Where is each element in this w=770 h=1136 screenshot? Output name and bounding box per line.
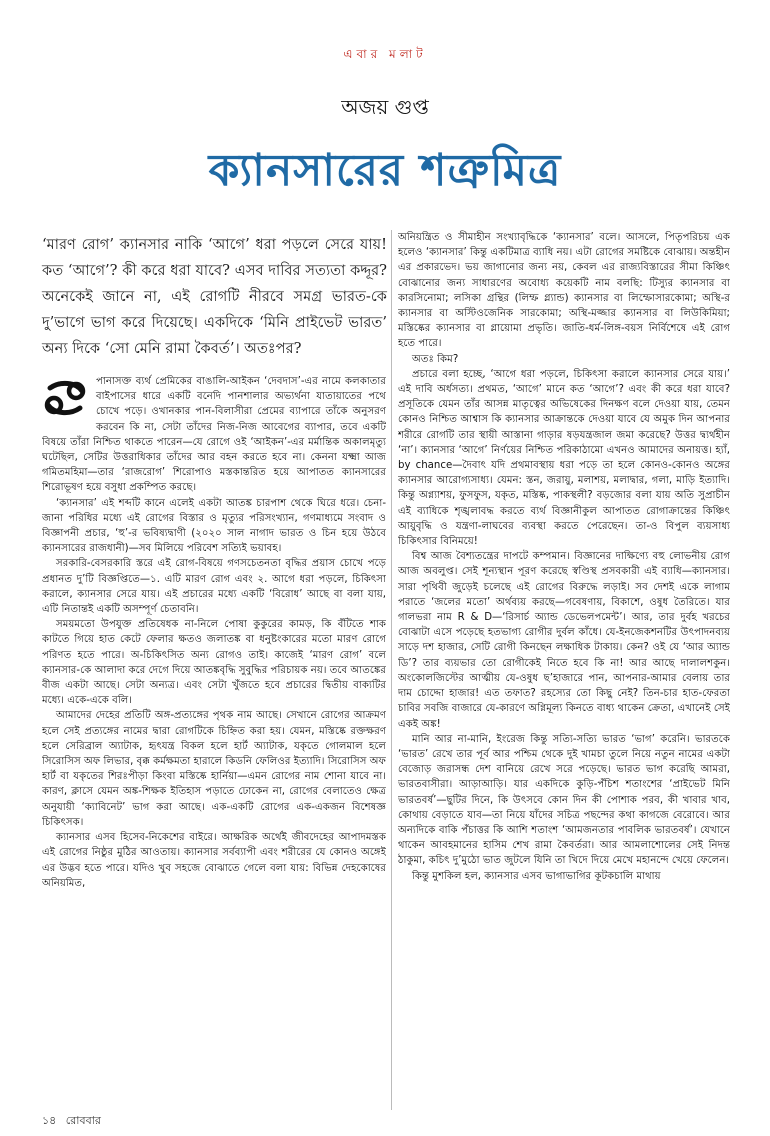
right-column <box>398 230 730 1108</box>
author-byline: অজয় গুপ্ত <box>341 95 429 119</box>
paragraph: কিন্তু মুশকিল হল, ক্যানসার এসব ভাগাভাগির কূটকচালি মাথায় <box>412 870 661 882</box>
article-deck: ‘মারণ রোগ’ ক্যানসার নাকি ‘আগে’ ধরা পড়লে সেরে যায়! কত ‘আগে’? কী করে ধরা যাবে? এসব দাবির সত্যতা কদ্দূর? অনেকেই জানে না, এই রোগটি নীরবে সমগ্র ভারত-কে দু’ভাগে ভাগ করে দিয়েছে। একদিকে ‘মিনি প্রাইভেট ভারত’ অন্য দিকে ‘সো মেনি রামা কৈবর্ত’। অতঃপর? <box>42 236 387 357</box>
paragraph: অনিয়ন্ত্রিত ও সীমাহীন সংখ্যাবৃদ্ধিকে ‘ক্যানসার’ বলে। আসলে, পিতৃপরিচয় এক হলেও ‘ক্যানসার’ কিন্তু একটিমাত্র ব্যাধি নয়। এটা রোগের সমষ্টিকে বোঝায়। অন্তহীন এর প্রকারভেদ। ভয় জাগানোর জন্য নয়, কেবল এর রাজ্যবিস্তারের সীমা কিঞ্চিৎ বোঝানোর জন্য সাধারণের অবোধ্য কয়েকটি নাম বলছি: টিস্যুর ক্যানসার বা কারসিনোমা; লসিকা গ্রন্থির (লিম্ফ গ্ল্যান্ড) ক্যানসার বা লিম্ফোসারকোমা; অস্থি-র ক্যানসার বা অস্টিওজেনিক সারকোমা; অস্থি-মজ্জার ক্যানসার বা লিউকিমিয়া; মস্তিষ্কের ক্যানসার বা গ্লায়োমা প্রভৃতি। জাতি-ধর্ম-লিঙ্গ-বয়স নির্বিশেষে এই রোগ হতে পারে। <box>398 232 730 350</box>
paragraph: ক্যানসার এসব হিসেব-নিকেশের বাইরে। আক্ষরিক অর্থেই জীবদেহের আপাদমস্তক এই রোগের নিষ্ঠুর মুঠির আওতায়। ক্যানসার সর্বব্যাপী এবং শরীরের যে কোনও অঙ্গেই এর উদ্ভব হতে পারে। যদিও খুব সহজে বোঝাতে গেলে বলা যায়: বিভিন্ন দেহকোষের অনিয়মিত, <box>42 832 386 889</box>
paragraph: বিশ্ব আজ বৈশ্যতন্ত্রের দাপটে কম্পমান। বিজ্ঞানের দাক্ষিণ্যে বহু লোভনীয় রোগ আজ অবলুপ্ত। সেই শূন্যস্থান পূরণ করেছে স্বণ্ডিস্থ প্রসবকারী এই ব্যাধি—ক্যানসার। সারা পৃথিবী জুড়েই চলেছে এই রোগের বিরুদ্ধে লড়াই। সব দেশই একে লাগাম পরাতে ‘জলের মতো’ অর্থব্যয় করছে—গবেষণায়, বিকাশে, ওষুধ তৈরিতে। যার গালভরা নাম R & D—‘রিসার্চ অ্যান্ড ডেভেলপমেন্ট’। আর, তার দুর্বহ খরচের বোঝাটা এসে পড়েছে হতভাগ্য রোগীর দুর্বল কাঁধে। যে-ইনজেকশনটির উৎপাদনব্যয় সাড়ে দশ হাজার, সেটি রোগী কিনছেন লক্ষাধিক টাকায়। কেন? ওই যে ‘আর অ্যান্ড ডি’? তার ব্যয়ভার তো রোগীকেই নিতে হবে কি না! আর আছে দালালশকুন। অংকোলজিস্টের আত্মীয় যে-ওষুধ ছ’হাজারে পান, আপনার-আমার বেলায় তার দাম চোদ্দো হাজার! এত তফাত? রহস্যের তো কিছু নেই? তিন-চার হাত-ফেরতা চাবির সবজি বাজারে যে-কারণে অগ্নিমূল্য কিনতে বাধ্য থাকেন ক্রেতা, এখানেই সেই একই অঙ্ক! <box>398 551 730 730</box>
paragraph: পানাসক্ত ব্যর্থ প্রেমিকের বাঙালি-আইকন ‘দেবদাস’-এর নামে কলকাতার বাইপাসের ধারে একটি বনেদি পানশালার অভ্যর্থনা যাতায়াতের পথে চোখে পড়ে। ওখানকার পান-বিলাসীরা প্রেমের ব্যাপারে তাঁকে অনুসরণ করবেন কি না, সেটা তাঁদের নিজ-নিজ আবেগের ব্যাপার, তবে একটি বিষয়ে তাঁরা নিশ্চিত থাকতে পারেন—যে রোগে ওই ‘আইকন’-এর মর্মান্তিক অকালমৃত্যু ঘটেছিল, সেটির উত্তরাধিকার তাঁদের আর বহন করতে হবে না। কেননা যক্ষ্মা আজ গমিতমহিমা—তার ‘রাজরোগ’ শিরোপাও মস্তকান্তরিত হয়ে আপাতত ক্যানসারের শিরোভূষণ হয়ে বসুধা প্রকম্পিত করছে। <box>42 376 386 494</box>
footer-section: রোববার <box>65 1114 101 1127</box>
paragraph: প্রচারে বলা হচ্ছে, ‘আগে ধরা পড়লে, চিকিৎসা করালে ক্যানসার সেরে যায়।’ এই দাবি অর্ধসত্য। প্রথমত, ‘আগে’ মানে কত ‘আগে’? এবং কী করে ধরা যাবে? প্রসূতিকে যেমন তাঁর আসন্ন মাতৃত্বের অভিষেকের দিনক্ষণ বলে দেওয়া যায়, তেমন কোনও নিশ্চিত আশ্বাস কি ক্যানসার আক্রান্তকে দেওয়া যাবে যে অমুক দিন আপনার শরীরে রোগটি তার স্থায়ী আস্তানা গাড়ার ষড়যন্ত্রজাল জমা করেছে? উত্তর দ্ব্যর্থহীন ‘না’। ক্যানসার ‘আগে’ নির্ণয়ের নিশ্চিত পরিকাঠামো এখনও আমাদের অনায়ত্ত। হ্যাঁ, by chance—দৈবাৎ যদি প্রথমাবস্থায় ধরা পড়ে তা হলে কোনও-কোনও অঙ্গের ক্যানসার আরোগ্যসাধ্য। যেমন: স্তন, জরায়ু, মলাশয়, মলাদ্বার, গলা, মাড়ি ইত্যাদি। কিন্তু অগ্ন্যাশয়, ফুসফুস, যকৃত, মস্তিষ্ক, পাকস্থলী? বড়জোর বলা যায় অতি সুপ্রাচীন এই ব্যাধিকে শৃঙ্খলাবদ্ধ করতে ব্যর্থ বিজ্ঞানীকুল আপাতত রোগাক্রান্তের কিঞ্চিৎ আয়ুবৃদ্ধি ও যন্ত্রণা-লাঘবের ব্যবস্থা করতে পেরেছেন। তা-ও বিপুল ব্যয়সাধ্য চিকিৎসার বিনিময়ে! <box>398 368 730 548</box>
section-kicker: এবার মলাট <box>343 47 427 61</box>
column-divider <box>391 230 392 1110</box>
paragraph: সময়মতো উপযুক্ত প্রতিষেধক না-নিলে পোষা কুকুরের কামড়, কি বঁটিতে শাক কাটতে গিয়ে হাত কেটে ফেলার ক্ষতও জলাতঙ্ক বা ধনুষ্টংকারের মতো মারণ রোগে পরিণত হতে পারে। অ-চিকিৎসিত অন্য রোগও তাই। কাজেই ‘মারণ রোগ’ বলে ক্যানসার-কে আলাদা করে দেগে দিয়ে আতঙ্কবৃদ্ধি সুবুদ্ধির পরিচায়ক নয়। তবে আতঙ্কের বীজ একটা আছে। সেটা অন্যত্র। এবং সেটা খুঁজতে হবে প্রচারের দ্বিতীয় বাক্যটির মধ্যে। একে-একে বলি। <box>42 619 386 707</box>
paragraph: ‘ক্যানসার’ এই শব্দটি কানে এলেই একটা আতঙ্ক চারপাশ থেকে ঘিরে ধরে। চেনা-জানা পরিধির মধ্যে এই রোগের বিস্তার ও মৃত্যুর পরিসংখ্যান, গণমাধ্যমে সংবাদ ও বিজ্ঞাপনী প্রচার, ‘হু’-র ভবিষ্যদ্বাণী (২০২০ সাল নাগাদ ভারত ও চিন হয়ে উঠবে ক্যানসারের রাজধানী)—সব মিলিয়ে পরিবেশ সত্যিই ভয়াবহ। <box>42 497 386 555</box>
paragraph: আমাদের দেহের প্রতিটি অঙ্গ-প্রত্যঙ্গের পৃথক নাম আছে। সেখানে রোগের আক্রমণ হলে সেই প্রত্যঙ্গের নামের দ্বারা রোগটিকে চিহ্নিত করা হয়। যেমন, মস্তিষ্কে রক্তক্ষরণ হলে সেরিব্রাল অ্যাটাক, হৃৎযন্ত্র বিকল হলে হার্ট অ্যাটাক, যকৃতে গোলমাল হলে সিরোসিস অফ লিভার, বৃক্ক কর্মক্ষমতা হারালে কিডনি ফেলিওর ইত্যাদি। সিরোসিস অফ হার্ট বা যকৃতের শিরঃপীড়া কিংবা মস্তিষ্কে হার্নিয়া—এমন রোগের নাম শোনা যাবে না। কারণ, ক্লাসে যেমন অঙ্ক-শিক্ষক ইতিহাস পড়াতে ঢোকেন না, রোগের বেলাতেও ক্ষেত্র অনুযায়ী ‘ক্যাবিনেট’ ভাগ করা আছে। এক-একটি রোগের এক-একজন বিশেষজ্ঞ চিকিৎসক। <box>42 710 386 828</box>
page-footer <box>42 1112 101 1131</box>
cancer-zodiac-icon <box>42 378 88 418</box>
paragraph: মানি আর না-মানি, ইংরেজ কিন্তু সত্যি-সত্যি ভারত ‘ভাগ’ করেনি। ভারতকে ‘ভারত’ রেখে তার পূর্ব আর পশ্চিম থেকে দুই খামচা তুলে নিয়ে নতুন নামের একটা বেজোড় জরাসন্ধ দেশ বানিয়ে রেখে সরে পড়েছে। ভারত ভাগ করেছি আমরা, ভারতবাসীরা। আড়াআড়ি। যার একদিকে কুড়ি-পঁচিশ শতাংশের ‘প্রাইভেট মিনি ভারতবর্ষ’—ছুটির দিনে, কি উৎসবে কোন দিন কী পোশাক পরব, কী খাবার খাব, কোথায় বেড়াতে যাব—তা নিয়ে যাঁদের সচিত্র পছন্দের কথা কাগজে বেরোবে। আর অন্যদিকে বাকি পঁচাত্তর কি আশি শতাংশ ‘আমজনতার পাবলিক ভারতবর্ষ’। যেখানে থাকেন আবহমানের হাসিম শেখ রামা কৈবর্তরা। আর আমলাশোলের সেই নিদন্ত ঠাকুমা, কচিৎ দু’মুঠো ভাত জুটলে যিনি তা খিদে দিয়ে মেখে মহানন্দে খেয়ে ফেলেন। <box>398 733 730 867</box>
paragraph: সরকারি-বেসরকারি স্তরে এই রোগ-বিষয়ে গণসচেতনতা বৃদ্ধির প্রয়াস চোখে পড়ে প্রধানত দু’টি বিজ্ঞপ্তিতে—১. এটি মারণ রোগ এবং ২. আগে ধরা পড়লে, চিকিৎসা করালে, ক্যানসার সেরে যায়। এই প্রচারের মধ্যে একটি ‘বিরোধ’ আছে বা বলা যায়, এটি নিতান্তই একটি অসম্পূর্ণ চেতাবনি। <box>42 558 386 616</box>
subheading: অতঃ কিম? <box>412 353 459 365</box>
article-headline: ক্যানসারের শত্রুমিত্র <box>208 145 562 196</box>
page-number: ১৪ <box>42 1114 57 1127</box>
left-column <box>42 374 386 1108</box>
